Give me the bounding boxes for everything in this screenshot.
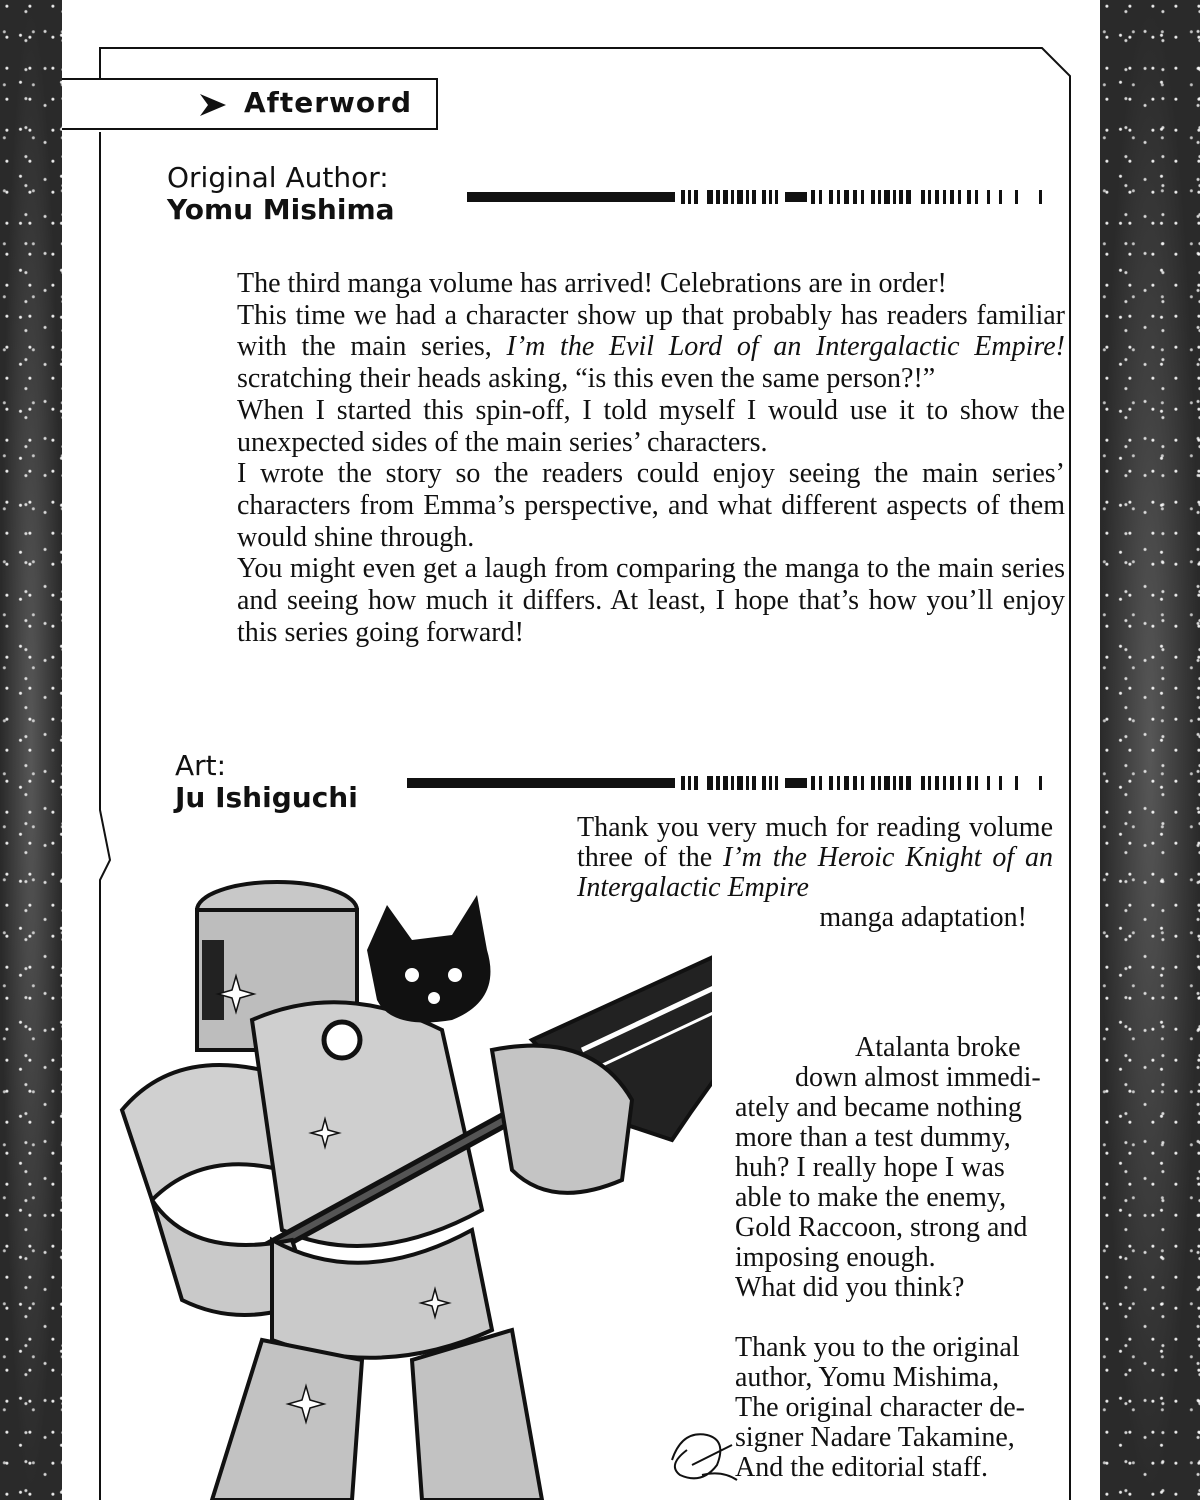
art-line: huh? I really hope I was (735, 1152, 1005, 1183)
art-line: imposing enough. (735, 1242, 936, 1273)
art-message-intro (577, 813, 1053, 933)
afterword-page (62, 0, 1100, 1500)
heroic-knight-title: I’m the Heroic Knight of an Intergalactic Empire (577, 842, 1053, 903)
author-role: Original Author: (167, 161, 389, 194)
author-paragraph: You might even get a laugh from comparing the manga to the main series and seeing how much it differs. At least, I hope that’s how you’ll enjoy this series going forward! (237, 553, 1065, 648)
art-line: author, Yomu Mishima, (735, 1362, 1000, 1393)
art-name: Ju Ishiguchi (175, 781, 358, 814)
starfield-right (1100, 0, 1200, 1500)
arrow-chevron-icon (198, 92, 228, 118)
art-line: signer Nadare Takamine, (735, 1422, 1015, 1453)
art-line: And the editorial staff. (735, 1452, 988, 1483)
art-line: Gold Raccoon, strong and (735, 1212, 1028, 1243)
art-line: The original character de- (735, 1392, 1025, 1423)
author-paragraph: When I started this spin-off, I told myself I would use it to show the unexpected sides of the main series’ characters. (237, 394, 1065, 458)
armored-mech-illustration (112, 880, 712, 1500)
evil-lord-title: I’m the Evil Lord of an Intergalactic Empire! (506, 331, 1066, 363)
art-role: Art: (175, 749, 227, 782)
author-heading (167, 162, 395, 226)
art-line: able to make the enemy, (735, 1182, 1007, 1213)
barcode-divider-art (407, 776, 1047, 792)
author-name: Yomu Mishima (167, 193, 395, 226)
art-line: Atalanta broke (855, 1032, 1021, 1063)
author-paragraph: I wrote the story so the readers could enjoy seeing the main series’ characters from Emma’s perspective, and what different aspects of them would shine through. (237, 458, 1065, 553)
art-intro-paragraph: Thank you very much for reading volume three of the I’m the Heroic Knight of an Intergalactic Empire (577, 812, 1053, 903)
art-line: ately and became nothing (735, 1092, 1022, 1123)
art-line: Thank you to the original (735, 1332, 1020, 1363)
author-paragraph: This time we had a character show up that probably has readers familiar with the main series, I’m the Evil Lord of an Intergalactic Empire! scratching their heads asking, “is this even the same person?!” (237, 299, 1066, 395)
afterword-title: Afterword (244, 86, 412, 119)
art-line: What did you think? (735, 1272, 965, 1303)
barcode-divider-author (467, 190, 1047, 206)
art-intro-ending: manga adaptation! (819, 902, 1027, 933)
author-message (237, 268, 1065, 648)
artist-signature (662, 1420, 742, 1490)
art-message-atalanta (735, 1033, 1065, 1303)
art-line: down almost immedi- (795, 1062, 1041, 1093)
art-message-thanks (735, 1333, 1065, 1483)
author-paragraph: The third manga volume has arrived! Celebrations are in order! (237, 268, 947, 299)
art-heading (175, 750, 358, 814)
art-line: more than a test dummy, (735, 1122, 1011, 1153)
starfield-left (0, 0, 62, 1500)
